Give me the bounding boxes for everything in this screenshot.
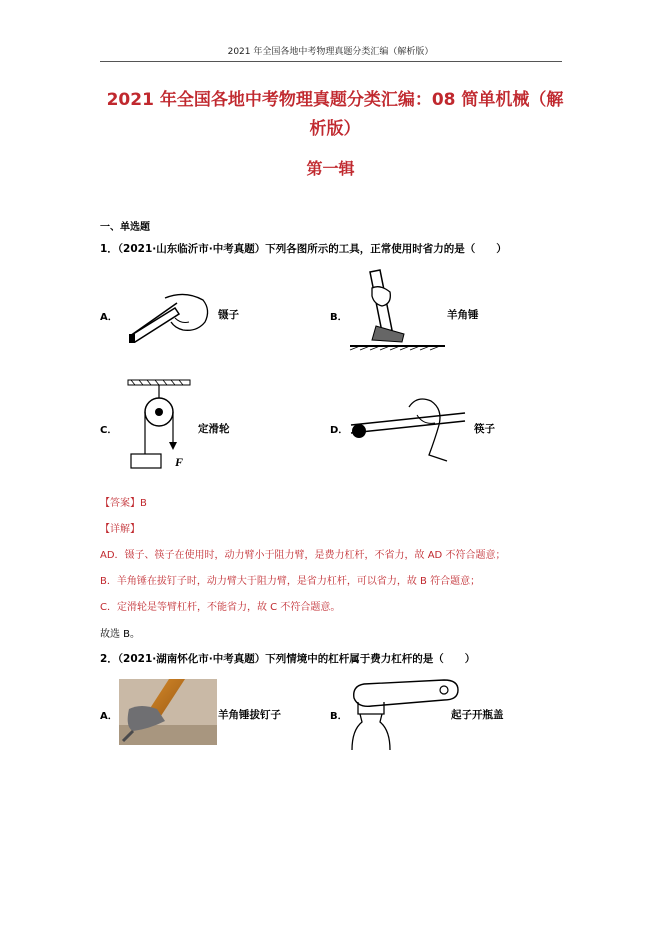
bottle-opener-illustration xyxy=(344,676,464,750)
hammer-pulling-nail-photo xyxy=(119,679,217,745)
document-title xyxy=(90,86,580,144)
q2-option-a-letter: A． xyxy=(100,711,118,722)
title-line-1: 2021 年全国各地中考物理真题分类汇编：08 简单机械（解 xyxy=(106,90,564,110)
q1-option-b-label: 羊角锤 xyxy=(447,309,479,321)
q2-option-b-label: 起子开瓶盖 xyxy=(451,709,504,721)
q1-option-c-letter: C． xyxy=(100,425,118,436)
q1-option-a-label: 镊子 xyxy=(218,309,239,321)
q1-answer: 【答案】B xyxy=(100,498,147,509)
q1-option-c-label: 定滑轮 xyxy=(198,423,230,435)
q1-detail-line-1: AD．镊子、筷子在使用时，动力臂小于阻力臂，是费力杠杆，不省力，故 AD 不符合题意； xyxy=(100,550,506,561)
tweezers-illustration xyxy=(125,288,215,348)
running-header: 2021 年全国各地中考物理真题分类汇编（解析版） xyxy=(227,47,434,57)
q1-option-a-letter: A． xyxy=(100,312,118,323)
section-heading: 一、单选题 xyxy=(100,222,150,233)
q1-detail-line-3: C．定滑轮是等臂杠杆，不能省力，故 C 不符合题意。 xyxy=(100,602,341,613)
q1-detail-line-2: B．羊角锤在拔钉子时，动力臂大于阻力臂，是省力杠杆，可以省力，故 B 符合题意； xyxy=(100,576,481,587)
claw-hammer-illustration xyxy=(350,270,445,355)
q2-option-b-letter: B． xyxy=(330,711,348,722)
force-label: F xyxy=(175,455,184,469)
q1-detail-heading: 【详解】 xyxy=(100,524,140,535)
document-subtitle: 第一辑 xyxy=(306,159,355,178)
q1-option-d-label: 筷子 xyxy=(474,423,495,435)
fixed-pulley-illustration xyxy=(125,378,195,470)
q2-option-a-label: 羊角锤拔钉子 xyxy=(218,709,281,721)
header-divider xyxy=(100,61,562,62)
chopsticks-illustration xyxy=(347,395,467,465)
q1-option-b-letter: B． xyxy=(330,312,348,323)
q1-option-d-letter: D． xyxy=(330,425,349,436)
question-1-stem: 1．（2021·山东临沂市·中考真题）下列各图所示的工具，正常使用时省力的是（ ） xyxy=(100,243,507,255)
title-line-2: 析版） xyxy=(309,119,361,139)
question-2-stem: 2．（2021·湖南怀化市·中考真题）下列情境中的杠杆属于费力杠杆的是（ ） xyxy=(100,653,476,665)
q1-conclusion: 故选 B。 xyxy=(100,629,141,640)
